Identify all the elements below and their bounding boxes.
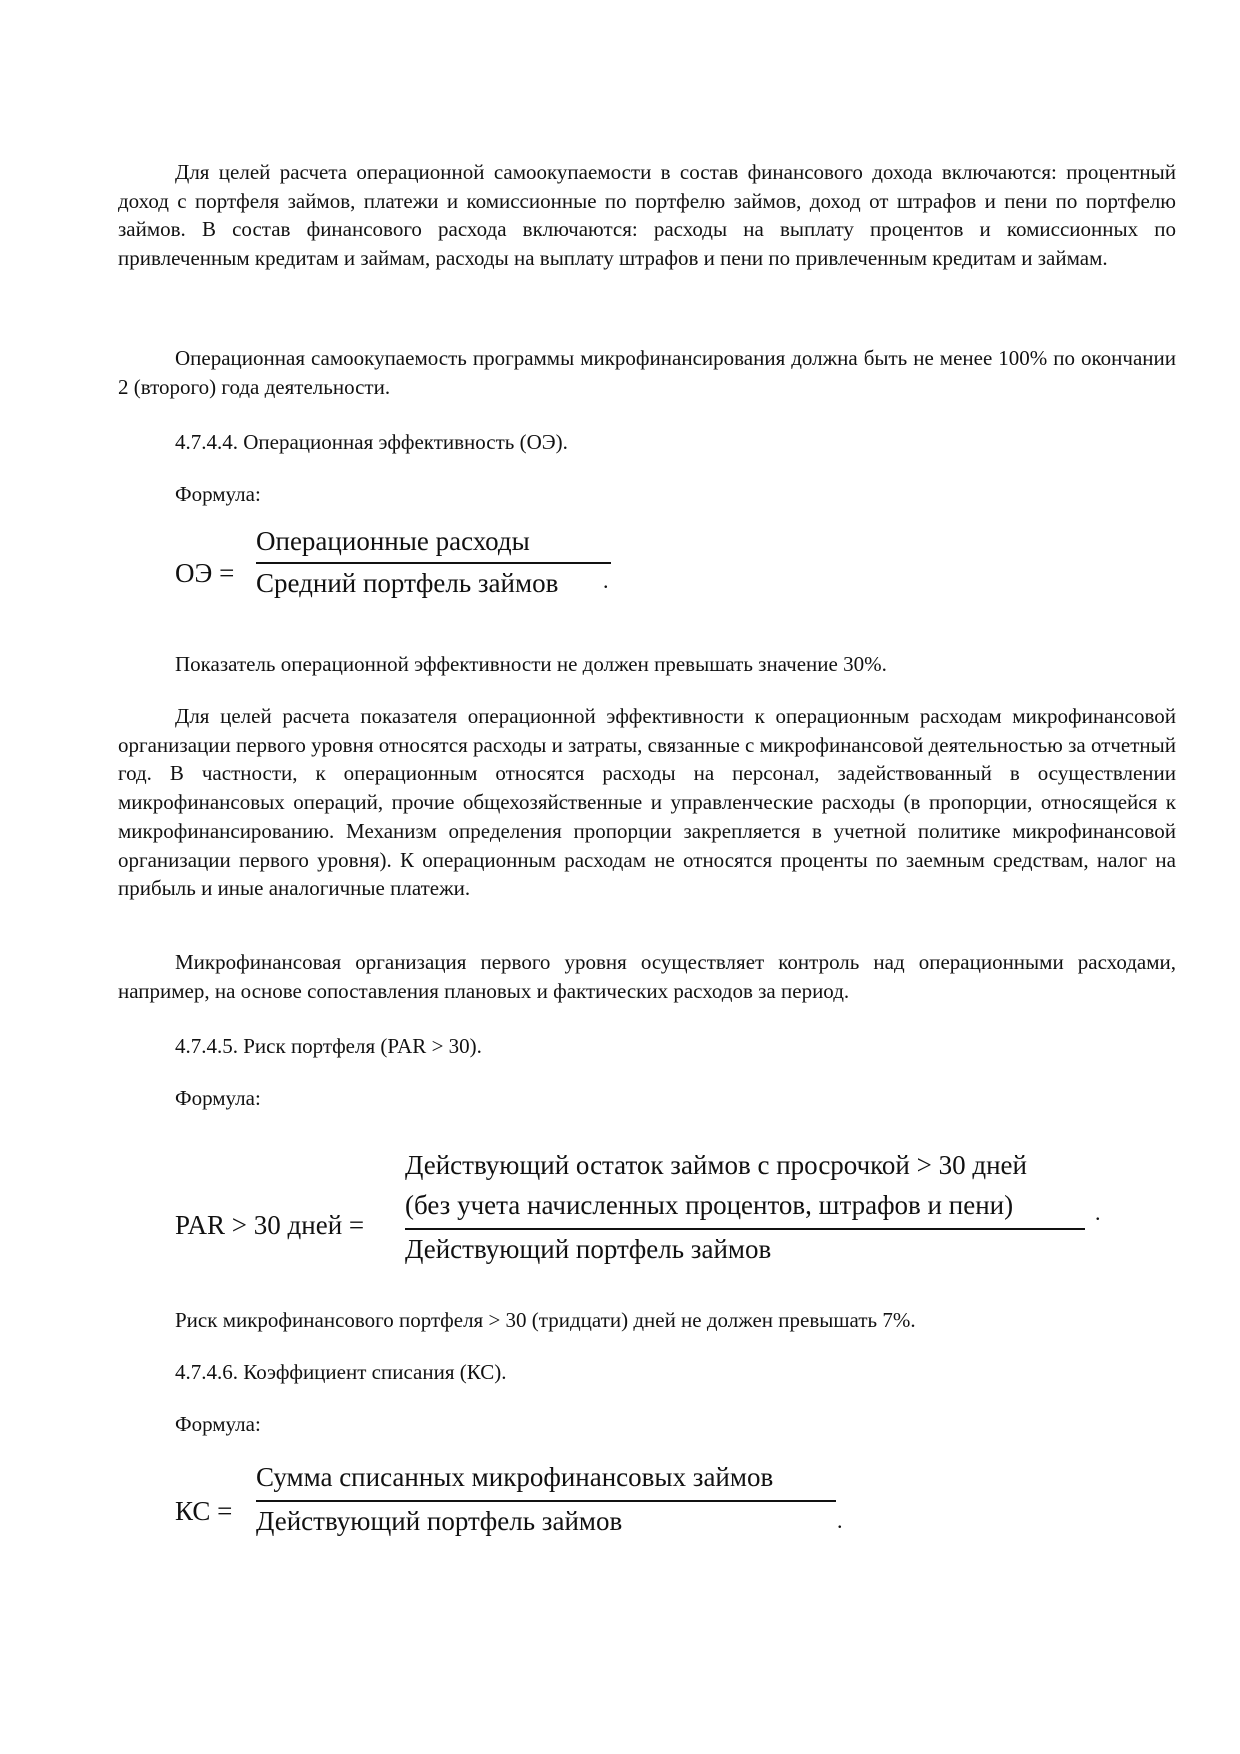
formula-period: . (1095, 1200, 1101, 1225)
paragraph-text: Операционная самоокупаемость программы микрофинансирования должна быть не менее 100% по окончании 2 (второго) года деятельности. (118, 346, 1176, 399)
fraction-bar (256, 1500, 836, 1502)
formula-label: Формула: (175, 482, 261, 506)
formula-label: Формула: (175, 1086, 261, 1110)
fraction-bar (405, 1228, 1085, 1230)
formula-denominator: Действующий портфель займов (256, 1506, 623, 1536)
formula-period: . (603, 568, 609, 593)
formula-denominator: Средний портфель займов (256, 568, 559, 598)
fraction-bar (256, 562, 611, 564)
paragraph-text: Микрофинансовая организация первого уровня осуществляет контроль над операционными расходами, например, на основе сопоставления плановых и фактических расходов за период. (118, 950, 1176, 1003)
paragraph-financial-income (118, 158, 1176, 273)
formula-numerator: Операционные расходы (256, 526, 530, 556)
paragraph-text: Для целей расчета показателя операционной эффективности к операционным расходам микрофинансовой организации первого уровня относятся расходы и затраты, связанные с микрофинансовой деятельностью за отчетный год. В частности, к операционным относятся расходы на персонал, задействованный в осуществлении микрофинансовых операций, прочие общехозяйственные и управленческие расходы (в пропорции, относящейся к микрофинансированию. Механизм определения пропорции закрепляется в учетной политике микрофинансовой организации первого уровня). К операционным расходам не относятся проценты по заемным средствам, налог на прибыль и иные аналогичные платежи. (118, 704, 1176, 901)
formula-numerator-line1: Действующий остаток займов с просрочкой > 30 дней (405, 1150, 1027, 1180)
formula-lhs: PAR > 30 дней = (175, 1210, 365, 1240)
formula-denominator: Действующий портфель займов (405, 1234, 772, 1264)
formula-lhs: КС = (175, 1496, 233, 1526)
section-heading-4744: 4.7.4.4. Операционная эффективность (ОЭ). (175, 430, 568, 454)
section-heading-4746: 4.7.4.6. Коэффициент списания (КС). (175, 1360, 507, 1384)
formula-lhs: ОЭ = (175, 558, 235, 588)
paragraph-par-limit: Риск микрофинансового портфеля > 30 (тридцати) дней не должен превышать 7%. (175, 1308, 916, 1332)
paragraph-operating-expenses (118, 702, 1176, 903)
formula-numerator: Сумма списанных микрофинансовых займов (256, 1462, 774, 1492)
paragraph-self-sufficiency (118, 344, 1176, 401)
formula-label: Формула: (175, 1412, 261, 1436)
formula-numerator-line2: (без учета начисленных процентов, штрафов и пени) (405, 1190, 1014, 1220)
paragraph-text: Для целей расчета операционной самоокупаемости в состав финансового дохода включаются: процентный доход с портфеля займов, платежи и комиссионные по портфелю займов, доход от штрафов и пени по портфелю займов. В состав финансового расхода включаются: расходы на выплату процентов и комиссионных по привлеченным кредитам и займам, расходы на выплату штрафов и пени по привлеченным кредитам и займам. (118, 160, 1176, 271)
paragraph-expense-control (118, 948, 1176, 1005)
paragraph-efficiency-limit: Показатель операционной эффективности не должен превышать значение 30%. (175, 652, 887, 676)
section-heading-4745: 4.7.4.5. Риск портфеля (PAR > 30). (175, 1034, 482, 1058)
formula-period: . (837, 1508, 843, 1533)
